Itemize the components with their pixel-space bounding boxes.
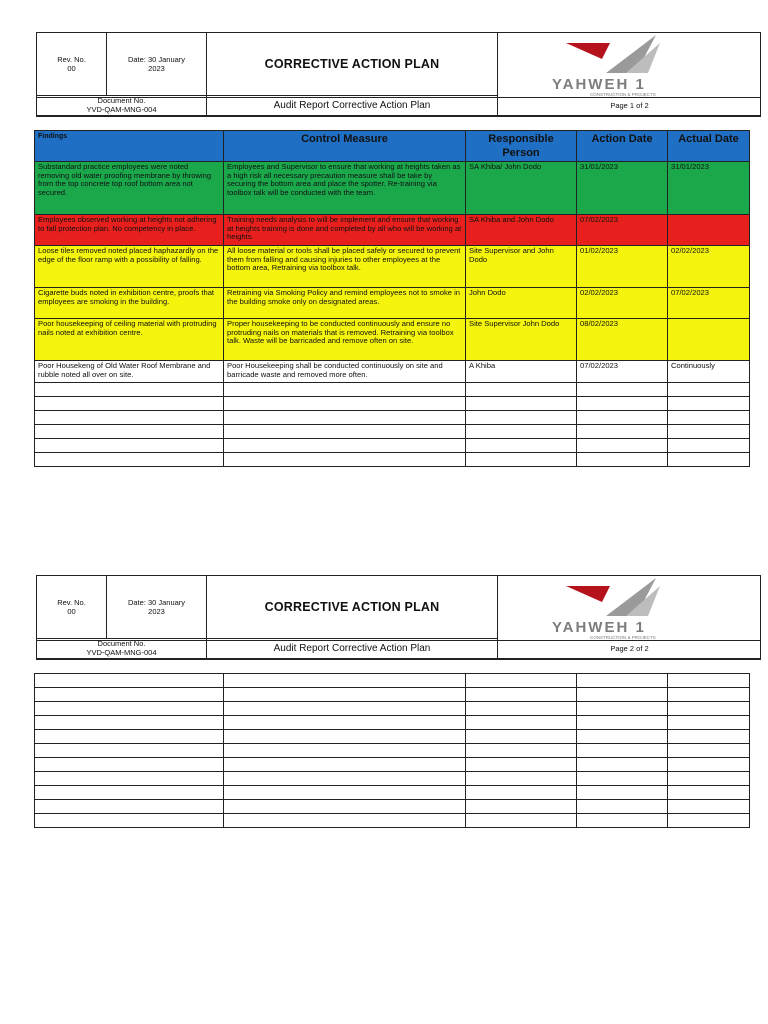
empty-row [35, 716, 750, 730]
empty-row [35, 397, 750, 411]
table-row [35, 162, 750, 215]
empty-row [35, 772, 750, 786]
company-name: YAHWEH 1 [552, 76, 646, 93]
empty-row [35, 439, 750, 453]
actual-date-cell: 31/01/2023 [668, 162, 750, 215]
person-cell: John Dodo [466, 288, 577, 319]
actual-date-cell: Continuously [668, 361, 750, 383]
finding-cell: Poor Housekeng of Old Water Roof Membrane and rubble noted all over on site. [35, 361, 224, 383]
page1-header-bottom [36, 95, 761, 117]
empty-row [35, 425, 750, 439]
page-title: CORRECTIVE ACTION PLAN [207, 33, 498, 96]
control-cell: Proper housekeeping to be conducted continuously and ensure no protruding nails on materials that is removed. Retraining via toolbox talk. Waste will be barricaded and remove often on site. [224, 319, 466, 361]
empty-row [35, 786, 750, 800]
date-year: 2023 [148, 607, 165, 616]
finding-cell: Cigarette buds noted in exhibition centre, proofs that employees are smoking in the building. [35, 288, 224, 319]
col-action-date: Action Date [577, 131, 668, 162]
doc-label: Document No. [97, 639, 146, 648]
empty-row [35, 730, 750, 744]
control-cell: Employees and Supervisor to ensure that working at heights taken as a high risk all necessary precaution measure shall be take by securing the bottom area and place the spotter. Re-training via toolbox talk will be conducted with the team. [224, 162, 466, 215]
rev-label: Rev. No. [57, 55, 86, 64]
page-title: CORRECTIVE ACTION PLAN [207, 576, 498, 639]
company-tagline: CONSTRUCTION & PROJECTS [590, 635, 656, 640]
doc-value: YVD-QAM-MNG-004 [86, 105, 157, 114]
date-cell [107, 33, 207, 96]
col-control-measure: Control Measure [224, 131, 466, 162]
empty-row [35, 383, 750, 397]
actual-date-cell: 02/02/2023 [668, 246, 750, 288]
finding-cell: Substandard practice employees were noted removing old water proofing membrane by throwing from the top concrete top roof bottom area not secured. [35, 162, 224, 215]
company-logo [498, 33, 762, 99]
action-date-cell: 31/01/2023 [577, 162, 668, 215]
doc-value: YVD-QAM-MNG-004 [86, 648, 157, 657]
actual-date-cell [668, 319, 750, 361]
date-label: Date: 30 January [127, 55, 186, 64]
table-row [35, 319, 750, 361]
empty-row [35, 758, 750, 772]
table-row [35, 215, 750, 246]
action-date-cell: 07/02/2023 [577, 215, 668, 246]
action-date-cell: 02/02/2023 [577, 288, 668, 319]
person-cell: A Khiba [466, 361, 577, 383]
company-logo [498, 576, 762, 642]
doc-cell [37, 638, 207, 659]
actual-date-cell [668, 215, 750, 246]
page-number: Page 2 of 2 [498, 638, 761, 659]
page2-header [36, 575, 761, 641]
action-date-cell: 08/02/2023 [577, 319, 668, 361]
col-responsible-person: Responsible Person [466, 131, 577, 162]
page-number: Page 1 of 2 [498, 95, 761, 116]
table-row [35, 246, 750, 288]
page-subtitle: Audit Report Corrective Action Plan [207, 638, 498, 659]
date-cell [107, 576, 207, 639]
page1-header [36, 32, 761, 98]
action-date-cell: 07/02/2023 [577, 361, 668, 383]
rev-label: Rev. No. [57, 598, 86, 607]
doc-label: Document No. [97, 96, 146, 105]
finding-cell: Employees observed working at heights not adhering to fall protection plan. No competency in place. [35, 215, 224, 246]
person-cell: Site Supervisor John Dodo [466, 319, 577, 361]
action-plan-table [34, 130, 750, 467]
rev-cell [37, 576, 107, 639]
page2-empty-table [34, 673, 750, 828]
finding-cell: Poor housekeeping of ceiling material with protruding nails noted at exhibition centre. [35, 319, 224, 361]
action-date-cell: 01/02/2023 [577, 246, 668, 288]
rev-cell [37, 33, 107, 96]
control-cell: All loose material or tools shall be placed safely or secured to prevent them from falling and causing injuries to other employees at the bottom area, Retraining via toolbox talk. [224, 246, 466, 288]
col-findings: Findings [35, 131, 224, 162]
date-year: 2023 [148, 64, 165, 73]
empty-row [35, 800, 750, 814]
control-cell: Retraining via Smoking Policy and remind employees not to smoke in the building smoke only on designated areas. [224, 288, 466, 319]
person-cell: SA Khiba/ John Dodo [466, 162, 577, 215]
person-cell: Site Supervisor and John Dodo [466, 246, 577, 288]
table-header-row [35, 131, 750, 162]
company-name: YAHWEH 1 [552, 619, 646, 636]
empty-row [35, 453, 750, 467]
rev-value: 00 [67, 607, 76, 616]
person-cell: SA Khiba and John Dodo [466, 215, 577, 246]
control-cell: Poor Housekeeping shall be conducted continuously on site and barricade waste and removed more often. [224, 361, 466, 383]
actual-date-cell: 07/02/2023 [668, 288, 750, 319]
empty-row [35, 744, 750, 758]
page2-header-bottom [36, 638, 761, 660]
empty-row [35, 688, 750, 702]
empty-row [35, 411, 750, 425]
table-row [35, 361, 750, 383]
company-tagline: CONSTRUCTION & PROJECTS [590, 92, 656, 97]
empty-row [35, 674, 750, 688]
empty-row [35, 814, 750, 828]
control-cell: Training needs analysis to will be implement and ensure that working at heights training is done and completed by all who will be working at heights. [224, 215, 466, 246]
date-label: Date: 30 January [127, 598, 186, 607]
rev-value: 00 [67, 64, 76, 73]
table-row [35, 288, 750, 319]
empty-row [35, 702, 750, 716]
finding-cell: Loose tiles removed noted placed haphazardly on the edge of the floor ramp with a possibility of falling. [35, 246, 224, 288]
page-subtitle: Audit Report Corrective Action Plan [207, 95, 498, 116]
doc-cell [37, 95, 207, 116]
col-actual-date: Actual Date [668, 131, 750, 162]
